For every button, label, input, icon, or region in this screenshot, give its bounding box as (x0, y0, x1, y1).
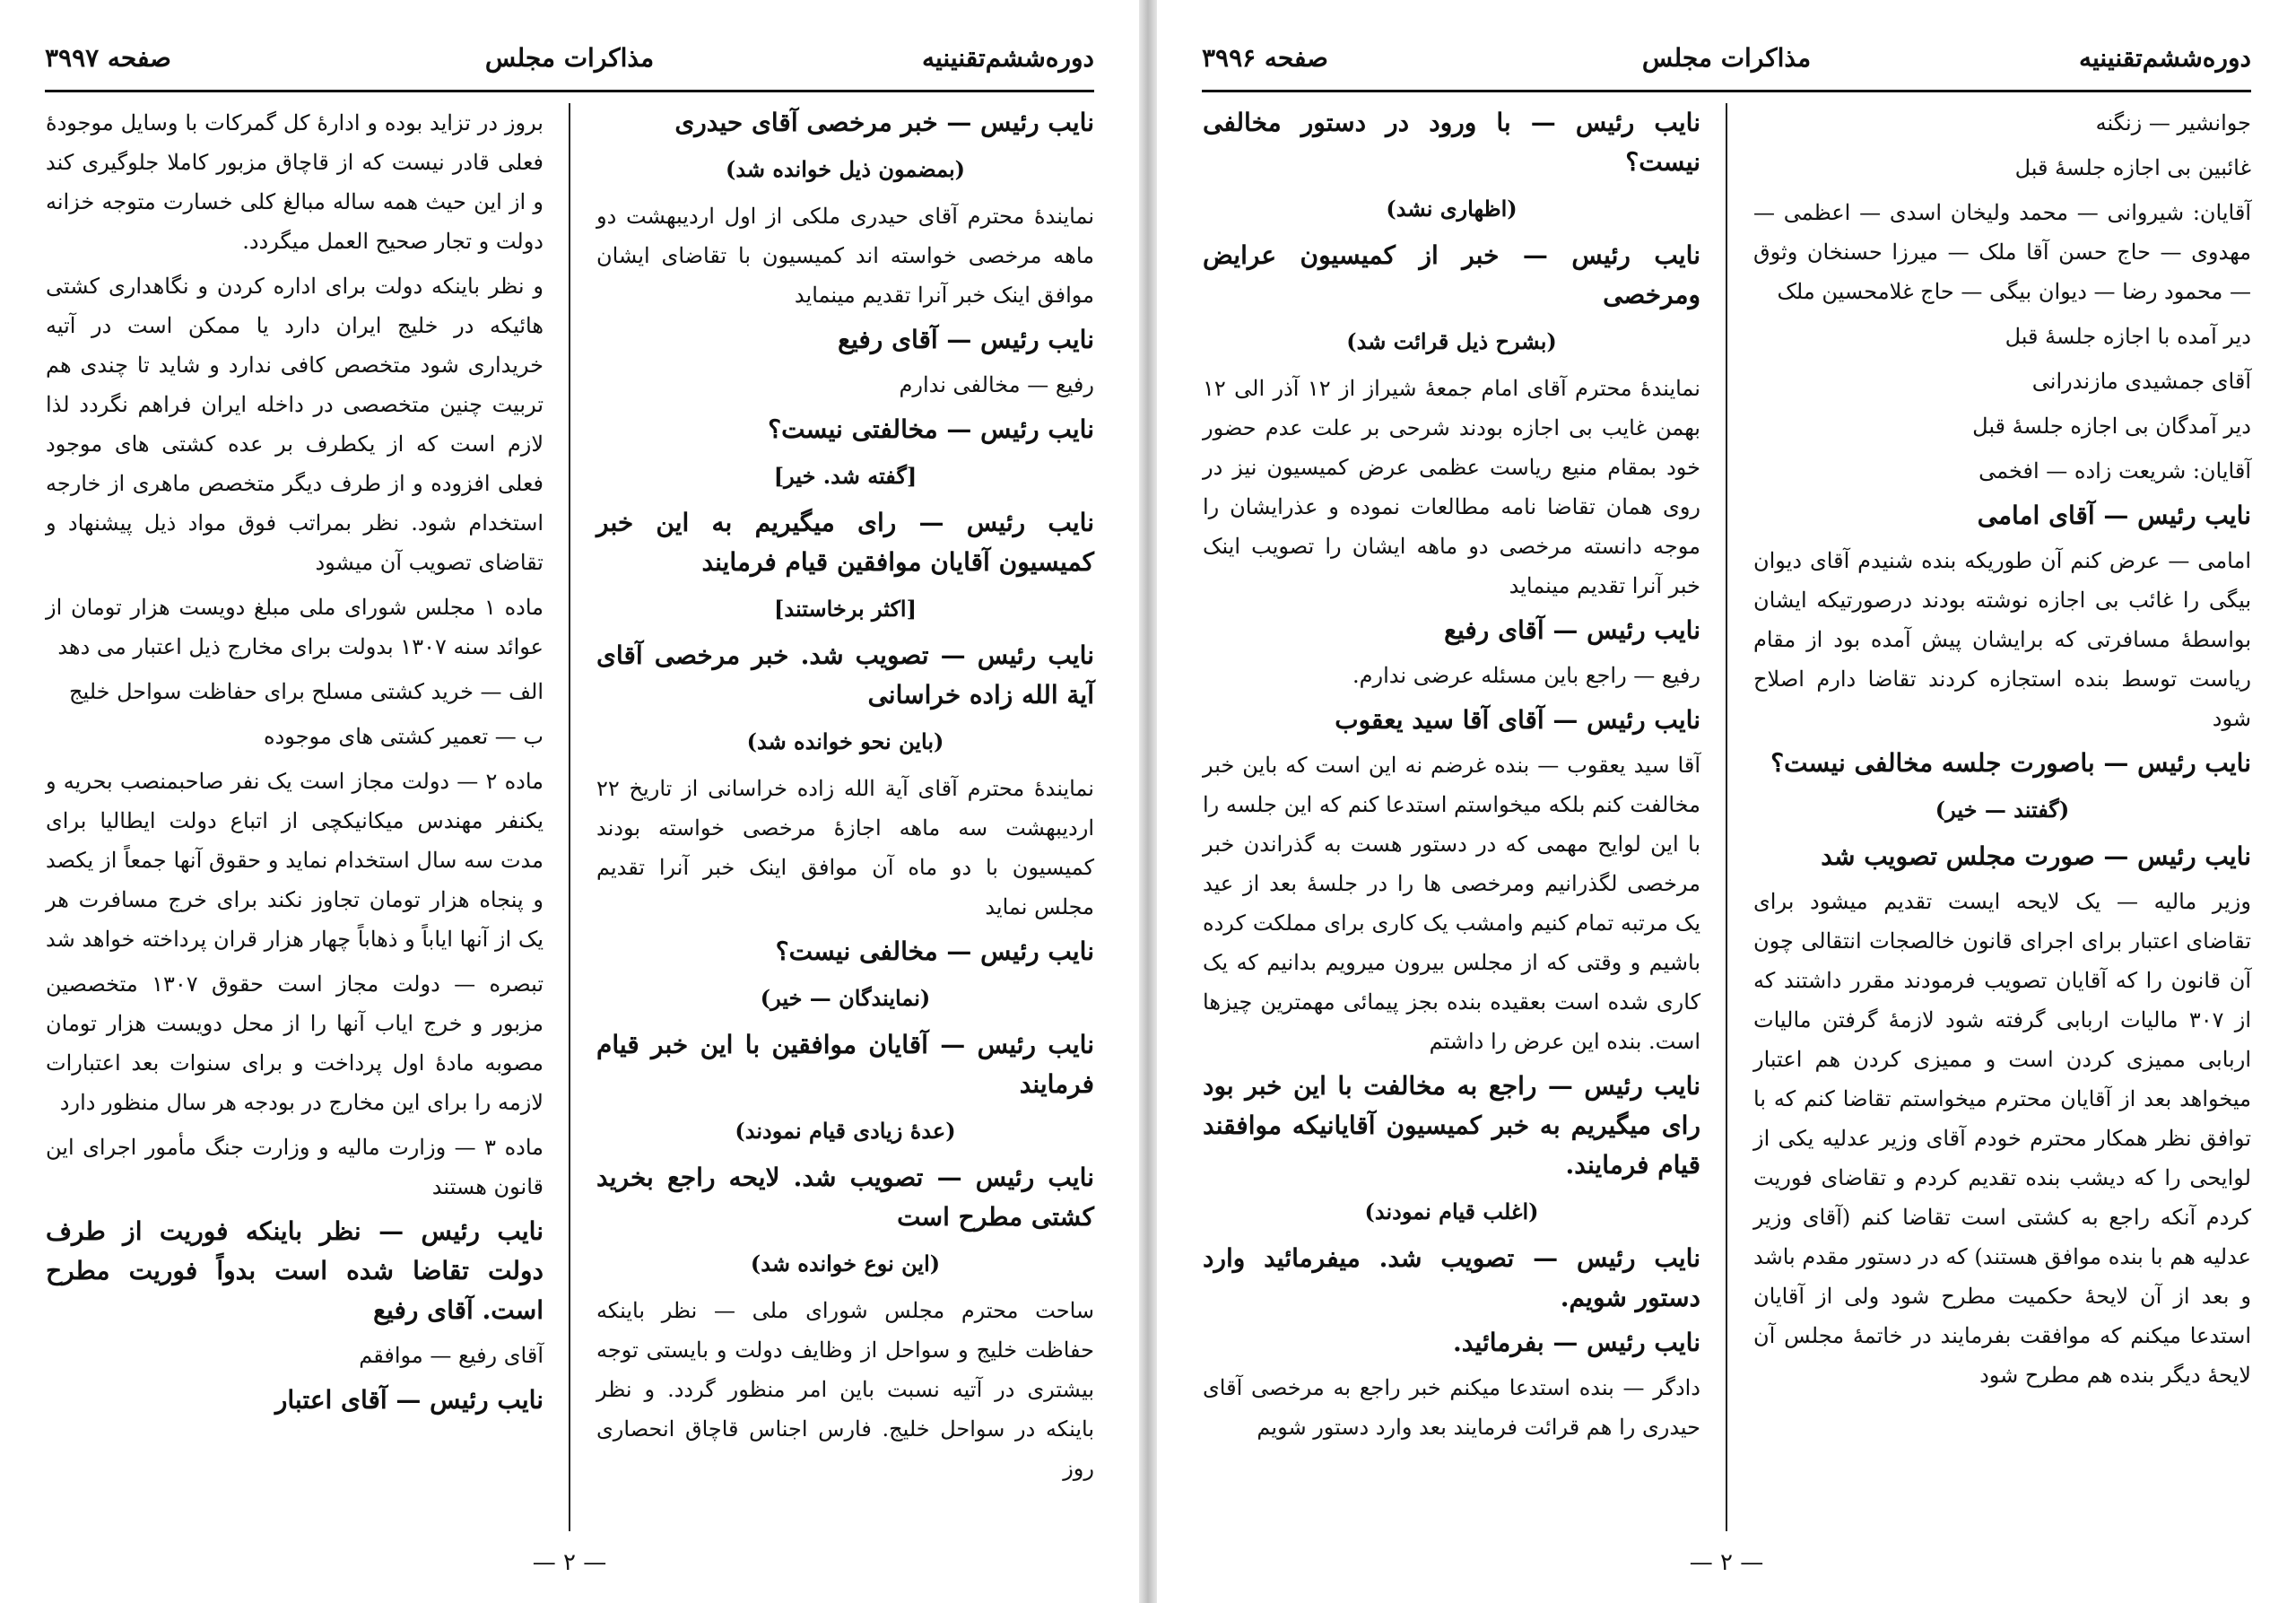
session-title: دوره‌ششم‌تقنینیه (2078, 43, 2251, 73)
paragraph: دادگر — بنده استدعا میکنم خبر راجع به مرخصی آقای حیدری را هم قرائت فرمایند بعد وارد دستور شویم (1203, 1375, 1700, 1440)
paragraph: بروز در تزاید بوده و ادارهٔ کل گمرکات با وسایل موجودهٔ فعلی قادر نیست که از قاچاق مزبور کاملا جلوگیری کند و از این حیث همه ساله مبالغ کلی خسارت متوجه خزانه دولت و تجار صحیح العمل میگردد. (46, 110, 544, 254)
speaker-line: نایب رئیس — با ورود در دستور مخالفی نیست؟ (1203, 108, 1700, 177)
paragraph: آقای جمشیدی مازندرانی (2031, 369, 2251, 394)
paragraph: دیر آمده با اجازه جلسهٔ قبل (2005, 324, 2251, 349)
proceedings-title: مذاکرات مجلس (1641, 43, 1812, 73)
speaker-line: نایب رئیس — خبر از کمیسیون عرایض ومرخصی (1203, 240, 1700, 309)
speaker-line: نایب رئیس — آقایان موافقین با این خبر قیام فرمایند (596, 1030, 1094, 1099)
paragraph: ماده ۲ — دولت مجاز است یک نفر صاحبمنصب بحریه و یکنفر مهندس میکانیکچی از اتباع دولت ایطالیا برای مدت سه سال استخدام نماید و حقوق آنها جمعاً از یکصد و پنجاه هزار تومان تجاوز نکند برای خرج مسافرت هر یک از آنها ایاباً و ذهاباً چهار هزار قران پرداخته خواهد شد (46, 769, 544, 952)
proceedings-title: مذاکرات مجلس (484, 43, 655, 73)
page-footer: — ۲ — (532, 1549, 607, 1576)
header-rule (1202, 90, 2251, 92)
column-divider (1726, 103, 1727, 1531)
paragraph: نمایندهٔ محترم آقای آیة الله زاده خراسانی از تاریخ ۲۲ اردیبهشت سه ماهه اجازهٔ مرخصی خواسته بودند کمیسیون با دو ماه آن موافق اینک خبر آنرا تقدیم مجلس نماید (596, 776, 1094, 919)
session-title: دوره‌ششم‌تقنینیه (921, 43, 1094, 73)
speaker-line: نایب رئیس — آقای رفیع (1444, 615, 1700, 645)
speaker-line: نایب رئیس — تصویب شد. لایحه راجع بخرید کشتی مطرح است (596, 1163, 1094, 1232)
page-number: صفحه ۳۹۹۷ (45, 43, 171, 73)
book-gutter (1139, 0, 1157, 1603)
stage-direction: (باین نحو خوانده شد) (746, 728, 944, 754)
text-columns (1202, 103, 2251, 1531)
stage-direction: (اظهاری نشد) (1386, 196, 1518, 222)
paragraph: آقایان: شریعت زاده — افخمی (1979, 458, 2251, 484)
paragraph: ماده ۱ مجلس شورای ملی مبلغ دویست هزار تومان از عوائد سنه ۱۳۰۷ بدولت برای مخارج ذیل اعتبار می دهد (46, 595, 544, 659)
stage-direction: (نمایندگان — خیر) (760, 985, 931, 1011)
page-header (1202, 27, 2251, 90)
paragraph: نمایندهٔ محترم آقای حیدری ملکی از اول اردیبهشت دو ماهه مرخصی خواسته اند کمیسیون با تقاضای ایشان موافق اینک خبر آنرا تقدیم مینماید (596, 204, 1094, 308)
speaker-line: نایب رئیس — بفرمائید. (1453, 1328, 1700, 1357)
speaker-line: نایب رئیس — رای میگیریم به این خبر کمیسیون آقایان موافقین قیام فرمایند (596, 508, 1094, 577)
column-divider (569, 103, 570, 1531)
stage-direction: (اغلب قیام نمودند) (1364, 1198, 1539, 1224)
page-number: صفحه ۳۹۹۶ (1202, 43, 1328, 73)
page-3996 (1157, 0, 2296, 1603)
speaker-line: نایب رئیس — آقای آقا سید یعقوب (1335, 705, 1700, 735)
speaker-line: نایب رئیس — آقای رفیع (838, 325, 1094, 354)
speaker-line: نایب رئیس — باصورت جلسه مخالفی نیست؟ (1770, 748, 2251, 778)
stage-direction: (این نوع خوانده شد) (750, 1250, 941, 1276)
page-footer: — ۲ — (1689, 1549, 1764, 1576)
text-column-left (45, 103, 544, 1531)
paragraph: تبصره — دولت مجاز است حقوق ۱۳۰۷ متخصصین مزبور و خرج ایاب آنها را از محل دویست هزار تومان مصوبه مادهٔ اول پرداخت و برای سنوات بعد اعتبارات لازمه را برای این مخارج در بودجه هر سال منظور دارد (46, 971, 544, 1115)
paragraph: وزیر مالیه — یک لایحه ایست تقدیم میشود برای تقاضای اعتبار برای اجرای قانون خالصجات انتقالی چون آن قانون را که آقایان تصویب فرمودند مقرر داشتند که از ۳۰۷ مالیات اربابی گرفته شود لازمهٔ گرفتن مالیات اربابی ممیزی کردن است و ممیزی کردن هم اعتبار میخواهد بعد از آقایان محترم میخواستم تقاضا کنم که با توافق نظر همکار محترم خودم آقای وزیر عدلیه یکی از لوایحی را که دیشب بنده تقدیم کردم و تقاضای فوریت کردم آنکه راجع به کشتی است تقاضا کنم (آقای وزیر عدلیه هم با بنده موافق هستند) که در دستور مقدم باشد و بعد از آن لایحهٔ حکمیت مطرح شود ولی از آقایان استدعا میکنم که موافقت بفرمایند در خاتمهٔ مجلس آن لایحهٔ دیگر بنده هم مطرح شود (1753, 889, 2252, 1388)
paragraph: نمایندهٔ محترم آقای امام جمعهٔ شیراز از ۱۲ آذر الی ۱۲ بهمن غایب بی اجازه بودند شرحی بر علت عدم حضور خود بمقام منیع ریاست عظمی عرض کمیسیون نیز در روی همان تقاضا نامه مطالعات نموده و عذرایشان را موجه دانسته مرخصی دو ماهه ایشان را تصویب اینک خبر آنرا تقدیم مینماید (1203, 376, 1700, 598)
stage-direction: [گفته شد. خیر] (773, 463, 918, 489)
paragraph: ساحت محترم مجلس شورای ملی — نظر باینکه حفاظت خلیج و سواحل از وظایف دولت و بایستی توجه بیشتری در آتیه نسبت باین امر منظور گردد. و نظر باینکه در سواحل خلیج. فارس اجناس قاچاق انحصاری روز (596, 1298, 1094, 1481)
speaker-line: نایب رئیس — آقای اعتبار (274, 1385, 544, 1415)
text-columns (45, 103, 1094, 1531)
paragraph: غائبین بی اجازه جلسهٔ قبل (2014, 155, 2251, 180)
speaker-line: نایب رئیس — مخالفتی نیست؟ (768, 414, 1094, 444)
paragraph: ماده ۳ — وزارت مالیه و وزارت جنگ مأمور اجرای این قانون هستند (46, 1135, 544, 1199)
speaker-line: نایب رئیس — نظر باینکه فوریت از طرف دولت تقاضا شده است بدواً فوریت مطرح است. آقای رفیع (46, 1216, 544, 1325)
text-column-right (596, 103, 1094, 1531)
paragraph: امامی — عرض کنم آن طوریکه بنده شنیدم آقای دیوان بیگی را غائب بی اجازه نوشته بودند درصورتیکه ایشان بواسطهٔ مسافرتی که برایشان پیش آمده بود از مقام ریاست توسط بنده استجازه کردند تقاضا دارم اصلاح شود (1753, 548, 2251, 731)
speaker-line: نایب رئیس — تصویب شد. میفرمائید وارد دستور شویم. (1203, 1243, 1700, 1312)
speaker-line: نایب رئیس — مخالفی نیست؟ (775, 937, 1094, 966)
speaker-line: نایب رئیس — راجع به مخالفت با این خبر بود رای میگیریم به خبر کمیسیون آقایانیکه موافقند قیام فرمایند. (1203, 1071, 1700, 1180)
paragraph: رفیع — مخالفی ندارم (899, 372, 1094, 397)
speaker-line: نایب رئیس — آقای امامی (1977, 501, 2251, 530)
paragraph: الف — خرید کشتی مسلح برای حفاظت سواحل خلیج (68, 679, 544, 704)
page-3997 (0, 0, 1139, 1603)
header-rule (45, 90, 1094, 92)
page-header (45, 27, 1094, 90)
speaker-line: نایب رئیس — صورت مجلس تصویب شد (1821, 841, 2251, 871)
text-column-right (1752, 103, 2251, 1531)
stage-direction: (بشرح ذیل قرائت شد) (1346, 328, 1557, 354)
speaker-line: نایب رئیس — تصویب شد. خبر مرخصی آقای آیة الله زاده خراسانی (596, 640, 1094, 710)
paragraph: دیر آمدگان بی اجازه جلسهٔ قبل (1972, 414, 2251, 439)
speaker-line: نایب رئیس — خبر مرخصی آقای حیدری (674, 108, 1094, 137)
paragraph: ب — تعمیر کشتی های موجوده (264, 724, 544, 749)
stage-direction: (بمضمون ذیل خوانده شد) (725, 156, 966, 182)
stage-direction: [اکثر برخاستند] (774, 596, 917, 622)
stage-direction: (عدهٔ زیادی قیام نمودند) (735, 1118, 956, 1144)
paragraph: جوانشیر — زنگنه (2095, 110, 2251, 135)
paragraph: آقایان: شیروانی — محمد ولیخان اسدی — اعظمی — مهدوی — حاج حسن آقا ملک — میرزا حسنخان وثوق — محمود رضا — دیوان بیگی — حاج غلامحسین ملک (1753, 200, 2251, 304)
text-column-left (1202, 103, 1700, 1531)
paragraph: آقا سید یعقوب — بنده غرضم نه این است که باین خبر مخالفت کنم بلکه میخواستم استدعا کنم که این جلسه را با این لوایح مهمی که در دستور هست به گذراندن خبر مرخصی لگذرانیم ومرخصی ها را در جلسهٔ بعد از عید یک مرتبه تمام کنیم وامشب یک کاری برای مملکت کرده باشیم و وقتی که از مجلس بیرون میرویم بدانیم که یک کاری شده است بعقیده بنده بجز پیمائی مهمترین چیزها است. بنده این عرض را داشتم (1203, 753, 1700, 1054)
paragraph: آقای رفیع — موافقم (359, 1343, 544, 1368)
paragraph: رفیع — راجع باین مسئله عرضی ندارم. (1352, 663, 1700, 688)
stage-direction: (گفتند — خیر) (1935, 797, 2070, 823)
paragraph: و نظر باینکه دولت برای اداره کردن و نگاهداری کشتی هائیکه در خلیج ایران دارد یا ممکن است در آتیه خریداری شود متخصص کافی ندارد و شاید تا چندی هم تربیت چنین متخصصی در داخله ایران فراهم نگردد لذا لازم است که از یکطرف بر عده کشتی های موجود فعلی افزوده و از طرف دیگر متخصص ماهری از خارجه استخدام شود. نظر بمراتب فوق مواد ذیل پیشنهاد و تقاضای تصویب آن میشود (46, 274, 544, 575)
